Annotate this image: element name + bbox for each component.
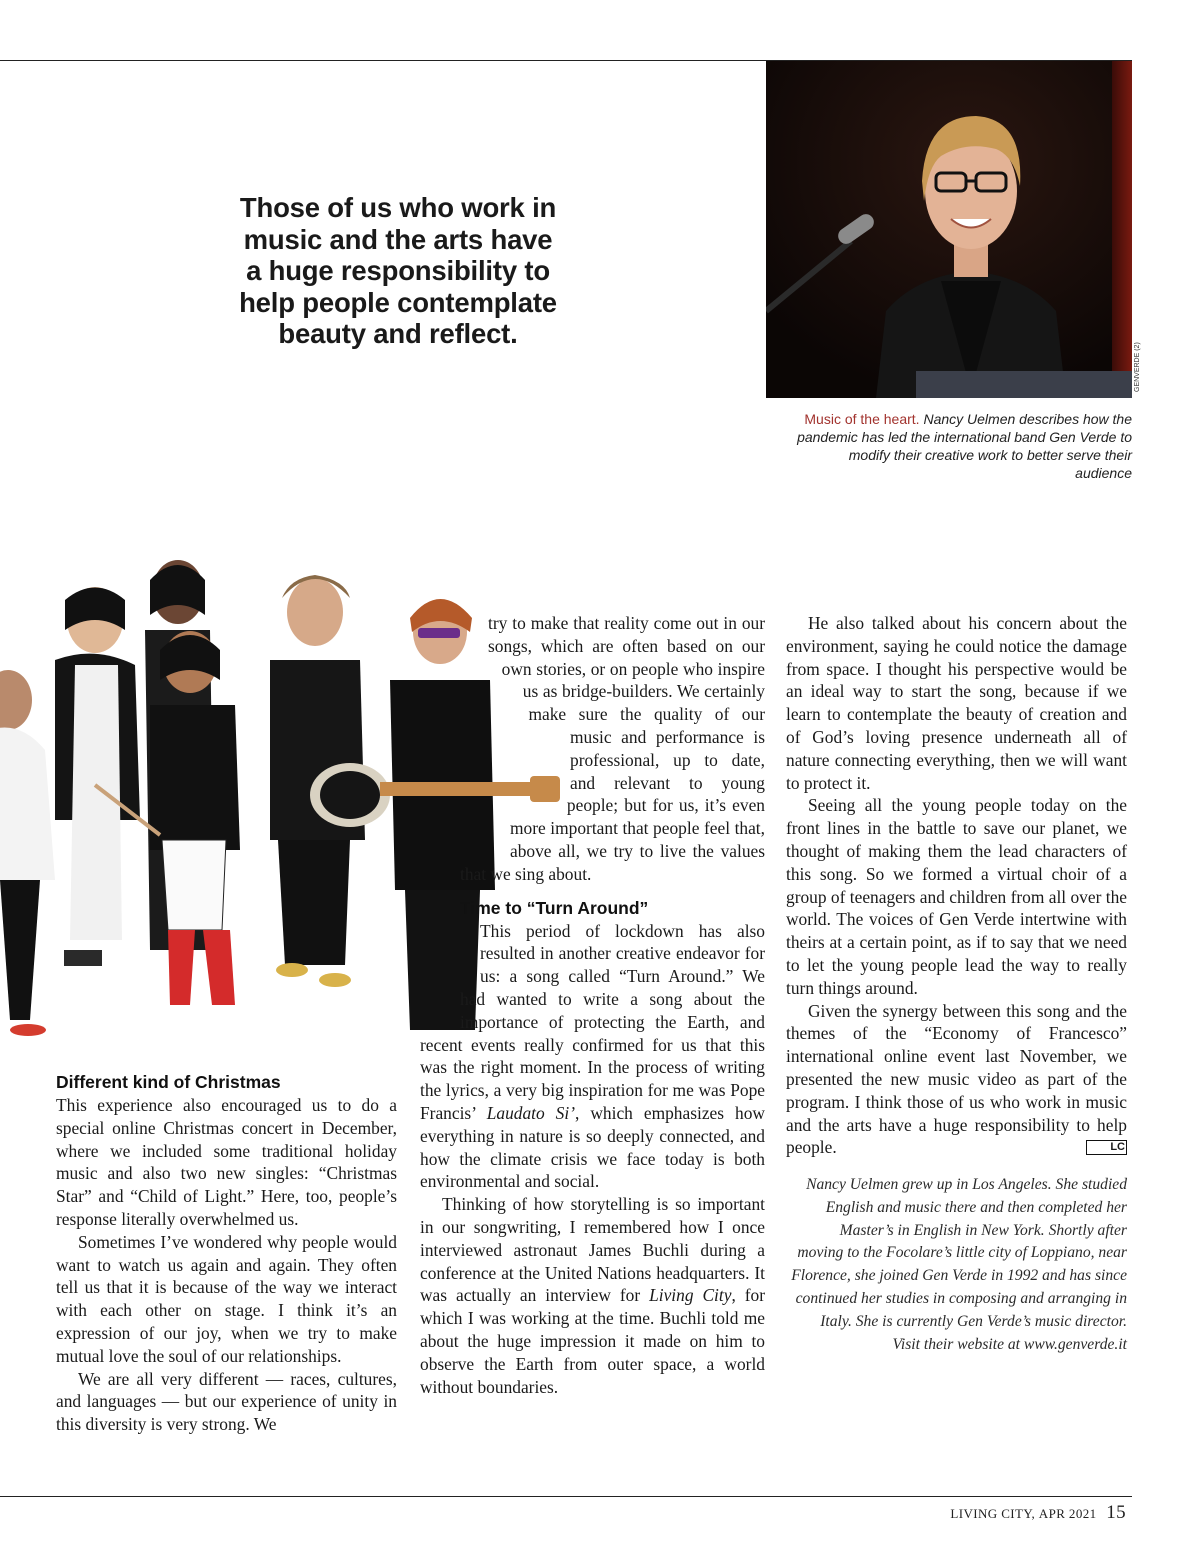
photo-singer-at-microphone <box>766 61 1132 398</box>
bio-text: Nancy Uelmen grew up in Los Angeles. She studied English and music there and then completed her Master’s in English in New York. Shortly after moving to the Focolare’s little city of Loppiano, near Florence, she joined Gen Verde in 1992 and has since continued her studies in composing and arranging in Italy. She is currently Gen Verde’s music director. <box>791 1176 1127 1330</box>
end-mark-logo: LC <box>1086 1140 1127 1155</box>
photo-credit: GENVERDE (2) <box>1134 342 1141 392</box>
paragraph-text: Given the synergy between this song and the themes of the “Economy of Francesco” international online event last November, we presented the new music video as part of the program. I think those of us who work in music and the arts have a huge responsibility to help people. <box>786 1000 1127 1158</box>
paragraph: Seeing all the young people today on the front lines in the battle to save our planet, we thought of making them the lead characters of this song. So we formed a virtual choir of a group of teenagers and children from all over the world. The voices of Gen Verde intertwine with theirs at a certain point, as if to say that we need to let the young people lead the way to really turn things around. <box>786 795 1127 998</box>
footer-date: APR 2021 <box>1038 1506 1097 1521</box>
paragraph-text: , which emphasizes how everything in nature is so deeply connected, and how the climate crisis we face today is both environmental and social. <box>420 1102 765 1192</box>
bio-website: Visit their website at www.genverde.it <box>892 1335 1127 1353</box>
italic-title-laudato-si: Laudato Si’ <box>486 1102 576 1123</box>
paragraph-text: , for which I was working at the time. Buchli told me about the huge impression it made on him to observe the Earth from outer space, a world without boundaries. <box>420 1285 765 1397</box>
page-footer <box>950 1502 1126 1524</box>
page-number: 15 <box>1106 1502 1126 1523</box>
paragraph-text: Thinking of how storytelling is so important in our songwriting, I remembered how I once interviewed astronaut James Buchli during a conference at the United Nations headquarters. It was actually an interview for <box>420 1194 765 1306</box>
photo-caption <box>790 410 1132 482</box>
paragraph-text: This period of lockdown has also resulted in another creative endeavor for us: a song called “Turn Around.” We had wanted to write a song about the importance of protecting the Earth, and recent events really confirmed for us that this was the right moment. In the process of writing the lyrics, a very big inspiration for me was Pope Francis’ <box>420 920 765 1123</box>
heading-different-kind-of-christmas: Different kind of Christmas <box>56 1072 281 1092</box>
footer-magazine: LIVING CITY, <box>950 1506 1036 1521</box>
caption-text: Nancy Uelmen describes how the pandemic has led the international band Gen Verde to modify their creative work to better serve their audience <box>797 411 1132 481</box>
text-column-3 <box>786 612 1127 1159</box>
paragraph: He also talked about his concern about the environment, saying he could notice the damage from space. I thought his perspective would be an ideal way to start the song, because if we learn to contemplate the beauty of creation and of God’s loving presence underneath all of nature connecting everything, then we will want to protect it. <box>786 613 1127 793</box>
paragraph <box>786 1000 1127 1160</box>
paragraph: This experience also encouraged us to do a special online Christmas concert in December, where we included some traditional holiday music and also two new singles: “Christmas Star” and “Child of Light.” Here, too, people’s response literally overwhelmed us. <box>56 1095 397 1229</box>
paragraph: try to make that reality come out in our songs, which are often based on our own stories, or on people who inspire us as bridge-builders. We certainly make sure the quality of our music and performance is professional, up to date, and relevant to young people; but for us, it’s even more important that people feel that, above all, we try to live the values that we sing about. <box>460 613 765 884</box>
text-column-1 <box>56 1070 397 1436</box>
paragraph: We are all very different — races, cultures, and languages — but our experience of unity in this diversity is very strong. We <box>56 1368 397 1435</box>
text-column-2 <box>420 612 765 1398</box>
paragraph <box>420 1193 765 1398</box>
pull-quote: Those of us who work in music and the arts have a huge responsibility to help people contemplate beauty and reflect. <box>239 192 557 349</box>
author-bio <box>790 1174 1127 1356</box>
caption-lead: Music of the heart. <box>804 411 920 427</box>
italic-title-living-city: Living City <box>649 1285 732 1306</box>
heading-time-to-turn-around: Time to “Turn Around” <box>460 897 649 918</box>
paragraph: Sometimes I’ve wondered why people would want to watch us again and again. They often tell us that it is because of the way we interact with each other on stage. I think it’s an expression of our joy, when we try to make mutual love the soul of our relationships. <box>56 1231 397 1366</box>
bottom-rule <box>0 1496 1132 1497</box>
